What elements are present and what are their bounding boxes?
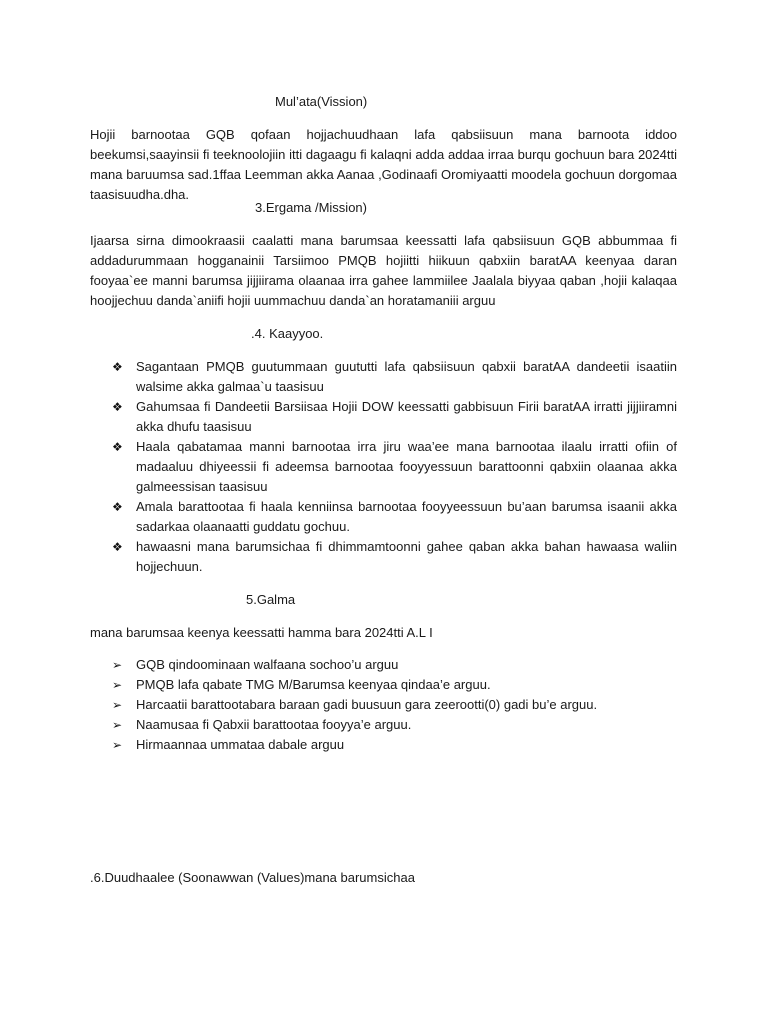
list-item xyxy=(112,735,677,755)
list-item-text: Amala barattootaa fi haala kenniinsa barnootaa fooyyeessuun bu’aan barumsa isaanii akka sadarkaa olaanaatti guddatu gochuu. xyxy=(136,499,677,534)
diamond-bullet-icon: ❖ xyxy=(112,360,123,374)
diamond-bullet-icon: ❖ xyxy=(112,440,123,454)
list-item xyxy=(112,715,677,735)
mission-heading: 3.Ergama /Mission) xyxy=(255,200,367,215)
list-item-text: Haala qabatamaa manni barnootaa irra jiru waa’ee mana barnootaa ilaalu irratti ofiin of madaaluu dhiyeessii fi adeemsa barnootaa fooyyessuun barattoonni qabxiin olaanaa akka galmeessisan taasisuu xyxy=(136,439,677,494)
objectives-list xyxy=(112,357,677,577)
list-item xyxy=(112,675,677,695)
arrow-bullet-icon: ➢ xyxy=(112,698,123,712)
list-item xyxy=(112,497,677,537)
arrow-bullet-icon: ➢ xyxy=(112,658,123,672)
list-item xyxy=(112,537,677,577)
list-item-text: Naamusaa fi Qabxii barattootaa fooyya’e arguu. xyxy=(136,717,412,732)
arrow-bullet-icon: ➢ xyxy=(112,718,123,732)
diamond-bullet-icon: ❖ xyxy=(112,540,123,554)
list-item xyxy=(112,437,677,497)
list-item-text: Sagantaan PMQB guutummaan guututti lafa qabsiisuun qabxii baratAA dandeetii isaatiin walsime akka galmaa`u taasisuu xyxy=(136,359,677,394)
arrow-bullet-icon: ➢ xyxy=(112,678,123,692)
goal-intro: mana barumsaa keenya keessatti hamma bara 2024tti A.L I xyxy=(90,625,433,640)
diamond-bullet-icon: ❖ xyxy=(112,500,123,514)
vision-heading: Mul’ata(Vission) xyxy=(275,94,368,109)
list-item xyxy=(112,655,677,675)
list-item-text: Harcaatii barattootabara baraan gadi buusuun gara zeerootti(0) gadi bu’e arguu. xyxy=(136,697,598,712)
list-item-text: PMQB lafa qabate TMG M/Barumsa keenyaa qindaa’e arguu. xyxy=(136,677,491,692)
list-item xyxy=(112,695,677,715)
list-item xyxy=(112,357,677,397)
vision-paragraph: Hojii barnootaa GQB qofaan hojjachuudhaan lafa qabsiisuun mana barnoota iddoo beekumsi,saayinsii fi teeknoolojiin itti dagaagu fi kalaqni adda addaa irraa burqu gochuun bara 2024tti mana baruumsa sad.1ffaa Leemman akka Aanaa ,Godinaafi Oromiyaatti moodela gochuun dorgomaa taasisuudha.dha. xyxy=(90,127,677,202)
mission-paragraph: Ijaarsa sirna dimookraasii caalatti mana barumsaa keessatti lafa qabsiisuun GQB abbummaa fi addadurummaan hogganainii Tarsiimoo PMQB hojiitti hiikuun qabxiin baratAA keenyaa daran fooyaa`ee manni barumsa jijjiirama olaanaa irra gahee lammiilee Jaalala biyyaa qaban ,hojii kalaqaa hoojjechuu danda`aniifi hojii uummachuu danda`an horatamaniii arguu xyxy=(90,233,677,308)
list-item xyxy=(112,397,677,437)
goal-list xyxy=(112,655,677,755)
list-item-text: Gahumsaa fi Dandeetii Barsiisaa Hojii DOW keessatti gabbisuun Firii baratAA irratti jijjiiramni akka dhufu taasisuu xyxy=(136,399,677,434)
list-item-text: GQB qindoominaan walfaana sochoo’u arguu xyxy=(136,657,399,672)
diamond-bullet-icon: ❖ xyxy=(112,400,123,414)
list-item-text: Hirmaannaa ummataa dabale arguu xyxy=(136,737,345,752)
list-item-text: hawaasni mana barumsichaa fi dhimmamtoonni gahee qaban akka bahan hawaasa waliin hojjechuun. xyxy=(136,539,677,574)
goal-heading: 5.Galma xyxy=(246,592,296,607)
arrow-bullet-icon: ➢ xyxy=(112,738,123,752)
values-heading: .6.Duudhaalee (Soonawwan (Values)mana barumsichaa xyxy=(90,870,415,885)
objectives-heading: .4. Kaayyoo. xyxy=(251,326,324,341)
